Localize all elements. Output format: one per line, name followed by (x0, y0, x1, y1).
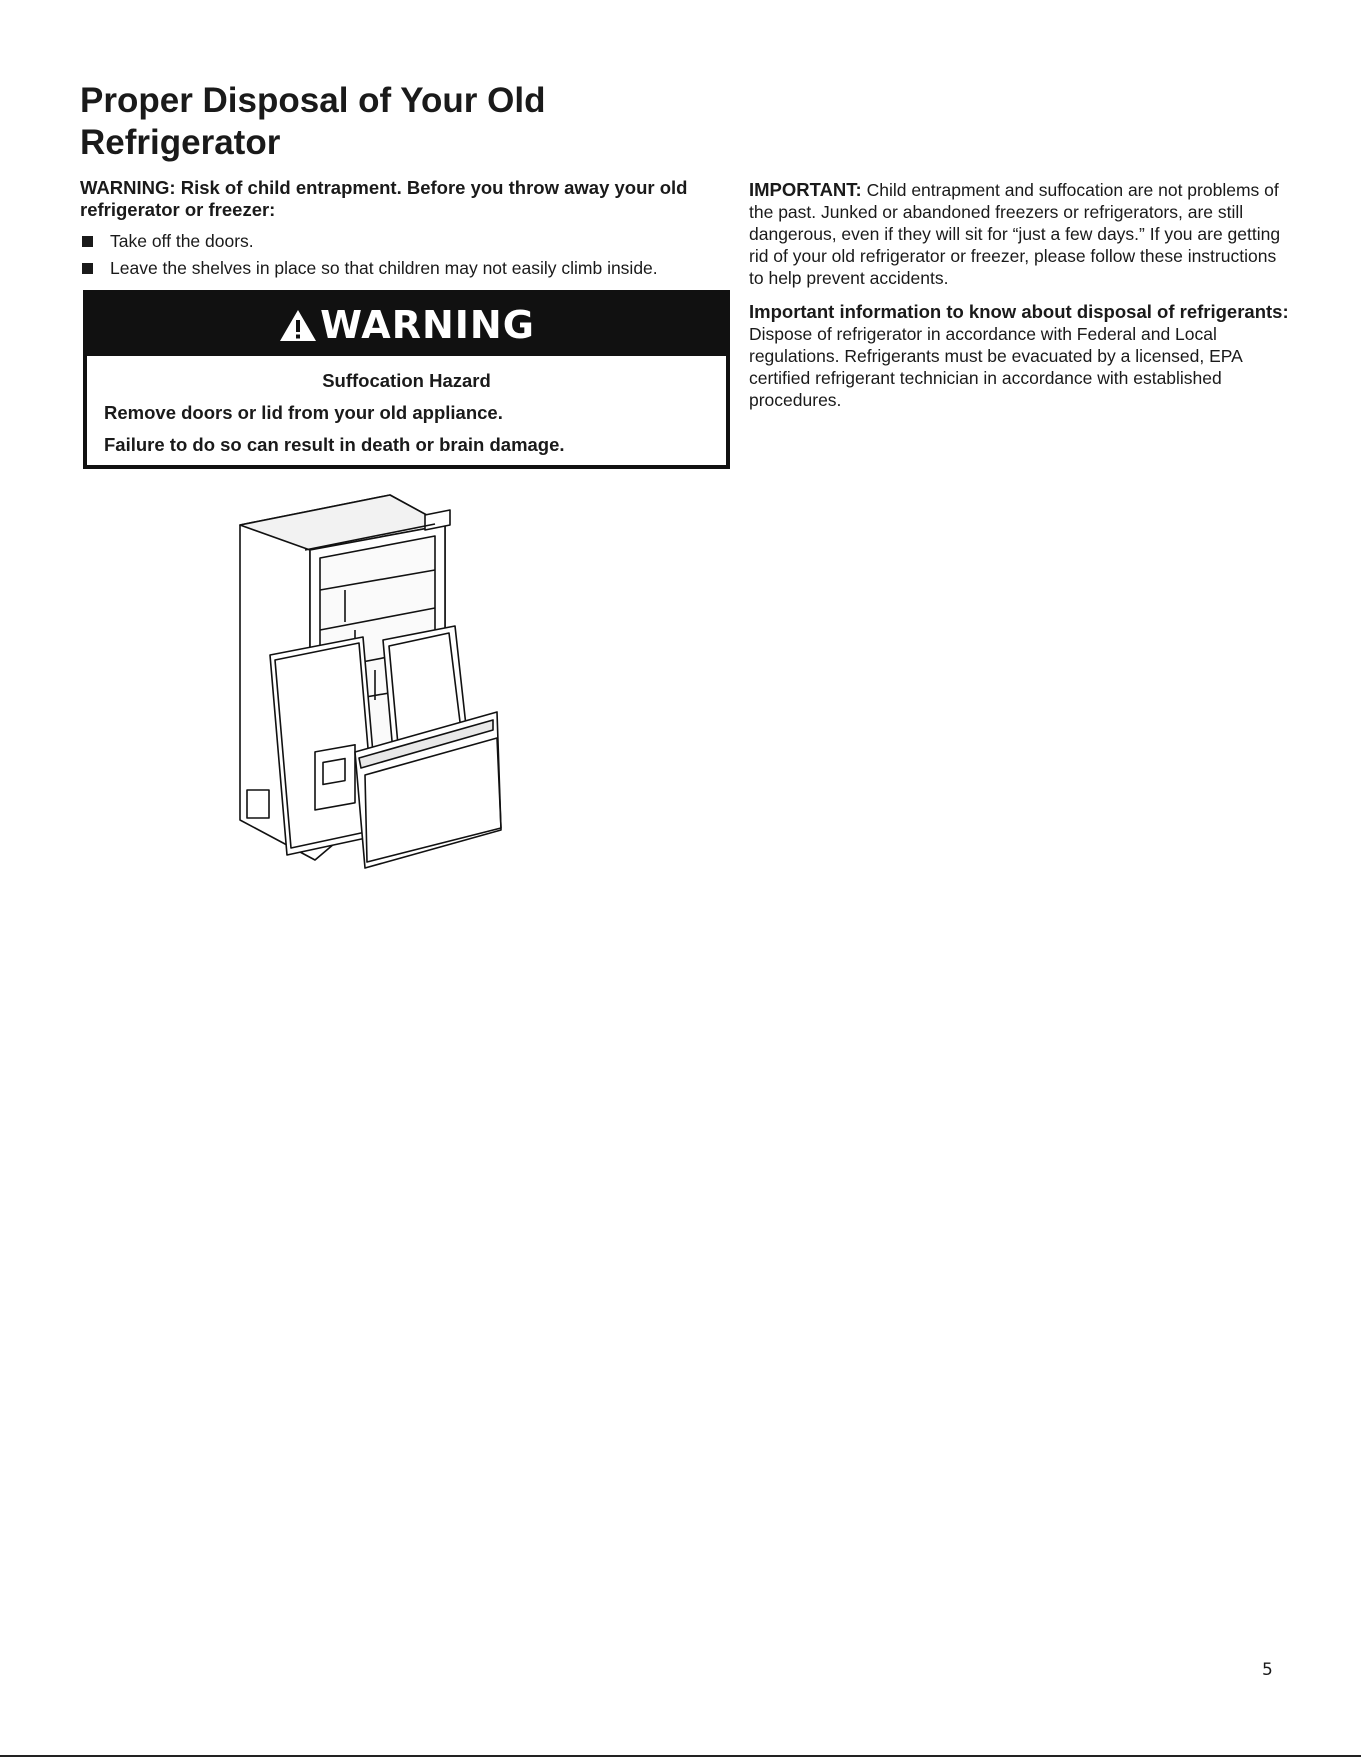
important-paragraph (749, 179, 1289, 289)
list-item-text: Leave the shelves in place so that children may not easily climb inside. (110, 258, 658, 278)
warning-consequence: Failure to do so can result in death or brain damage. (104, 434, 565, 455)
warning-box (83, 290, 730, 469)
warning-signal-word: WARNING (320, 303, 535, 347)
warning-header (87, 294, 726, 356)
list-item (80, 228, 740, 255)
bullet-square-icon (82, 236, 93, 247)
page-title (80, 80, 680, 164)
disposal-steps-list (80, 228, 740, 282)
list-item (80, 255, 740, 282)
page-number: 5 (1262, 1660, 1273, 1680)
refrigerants-text: Dispose of refrigerator in accordance with Federal and Local regulations. Refrigerants must be evacuated by a licensed, EPA certified refrigerant technician in accordance with established procedures. (749, 324, 1242, 410)
right-column (749, 179, 1289, 411)
warning-triangle-icon (278, 307, 318, 343)
bottom-rule (0, 1755, 1361, 1757)
list-item-text: Take off the doors. (110, 231, 254, 251)
refrigerants-heading: Important information to know about disposal of refrigerants: (749, 301, 1289, 322)
hazard-title: Suffocation Hazard (322, 370, 491, 391)
warning-instruction: Remove doors or lid from your old appliance. (104, 402, 503, 423)
intro-warning-line1: WARNING: Risk of child entrapment. Before you throw away your old (80, 177, 688, 198)
refrigerator-doors-removed-illustration (235, 490, 575, 950)
intro-warning (80, 177, 740, 221)
important-text: Child entrapment and suffocation are not problems of the past. Junked or abandoned freezers or refrigerators, are still dangerous, even if they will sit for “just a few days.” If you are getting rid of your old refrigerator or freezer, please follow these instructions to help prevent accidents. (749, 180, 1281, 288)
page-title-line1: Proper Disposal of Your Old (80, 81, 546, 120)
bullet-square-icon (82, 263, 93, 274)
important-label: IMPORTANT: (749, 179, 862, 200)
page-title-line2: Refrigerator (80, 123, 281, 162)
intro-warning-line2: refrigerator or freezer: (80, 199, 276, 220)
